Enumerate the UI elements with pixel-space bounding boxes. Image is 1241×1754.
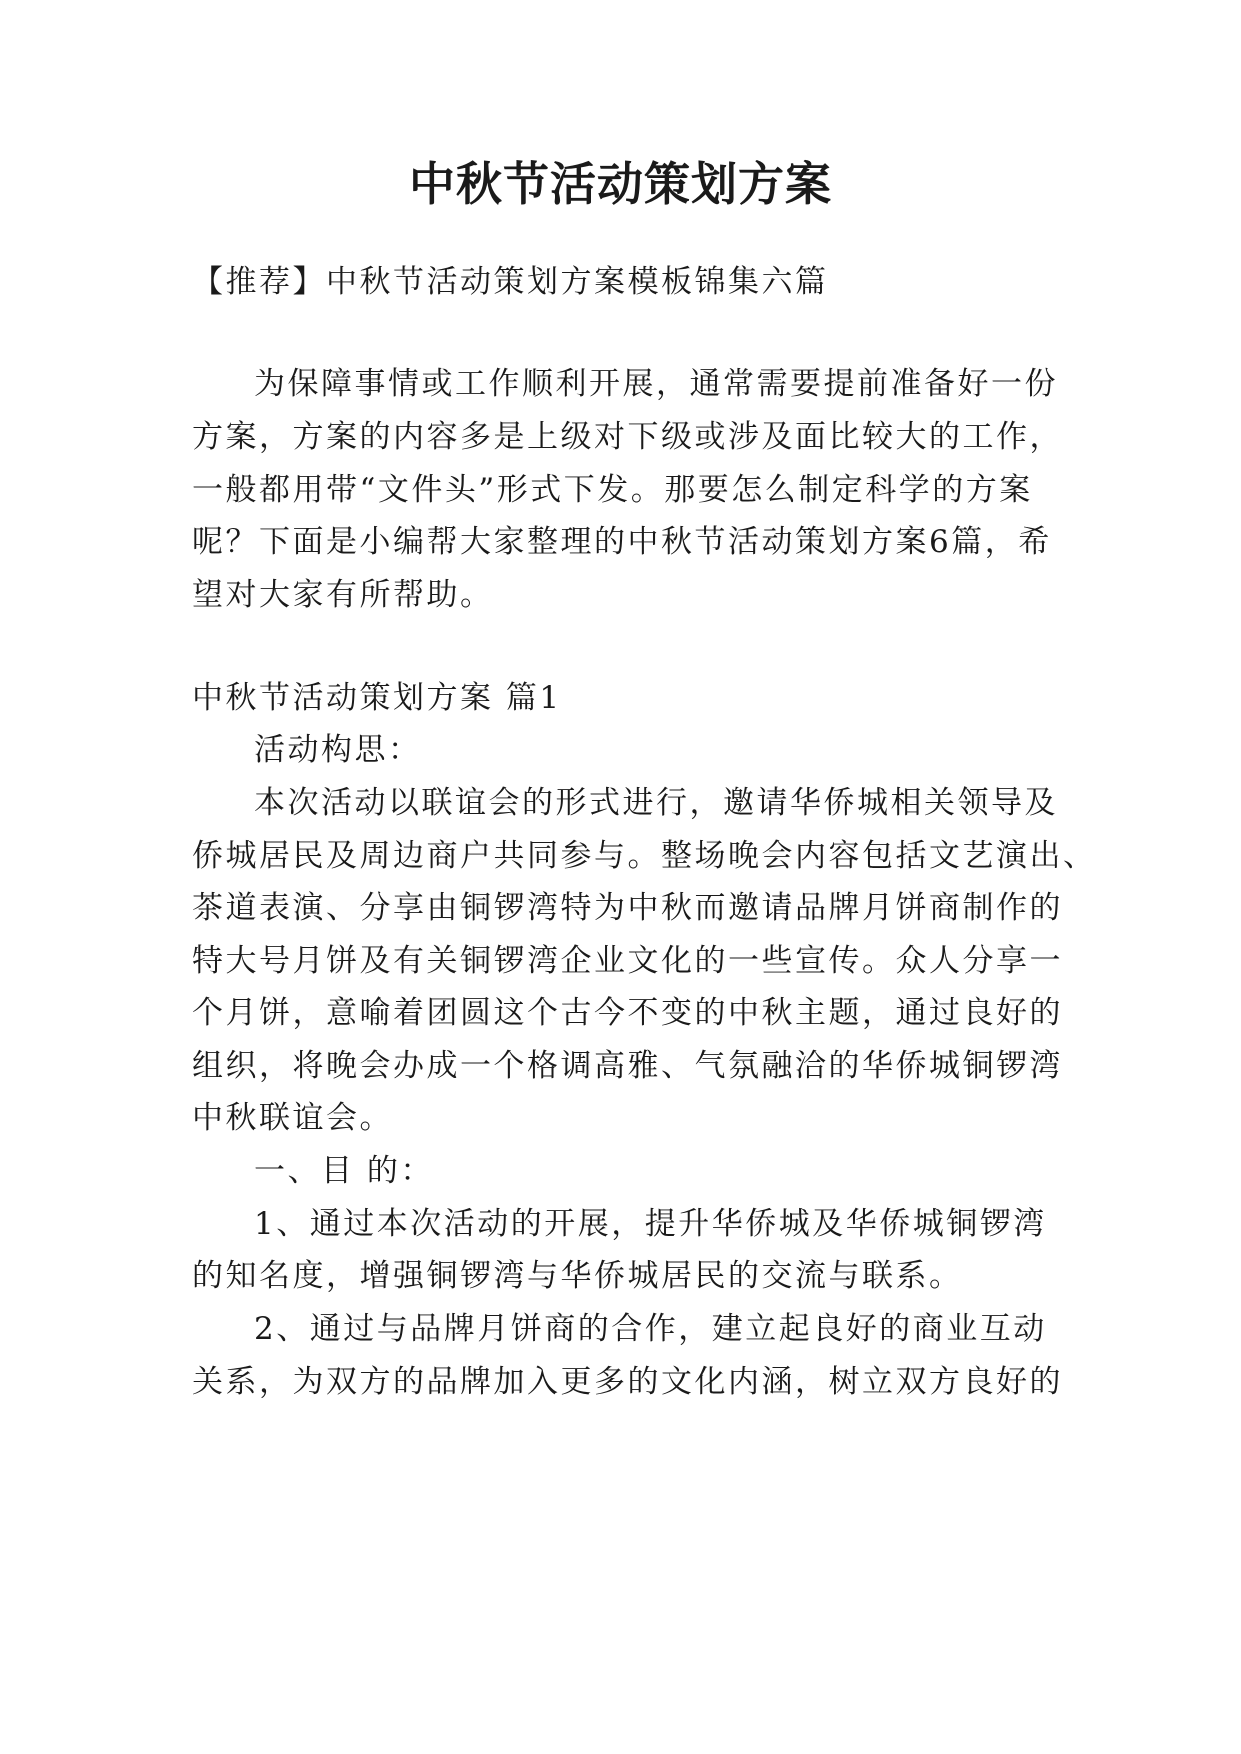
recommend-line: 【推荐】中秋节活动策划方案模板锦集六篇 [192,264,829,300]
point2-line: 关系，为双方的品牌加入更多的文化内涵，树立双方良好的 [192,1364,1063,1400]
concept-line: 中秋联谊会。 [192,1100,393,1136]
section-heading: 中秋节活动策划方案 篇1 [192,680,562,716]
intro-line: 望对大家有所帮助。 [192,577,494,613]
intro-line: 一般都用带“文件头”形式下发。那要怎么制定科学的方案 [192,472,1033,508]
concept-line: 侨城居民及周边商户共同参与。整场晚会内容包括文艺演出、 [192,838,1097,874]
concept-line: 本次活动以联谊会的形式进行，邀请华侨城相关领导及 [254,785,1058,821]
concept-line: 特大号月饼及有关铜锣湾企业文化的一些宣传。众人分享一 [192,943,1063,979]
intro-line: 为保障事情或工作顺利开展，通常需要提前准备好一份 [254,366,1058,402]
concept-label: 活动构思： [254,732,422,768]
point1-line: 的知名度，增强铜锣湾与华侨城居民的交流与联系。 [192,1258,963,1294]
concept-line: 组织，将晚会办成一个格调高雅、气氛融洽的华侨城铜锣湾 [192,1048,1063,1084]
point2-line: 2、通过与品牌月饼商的合作，建立起良好的商业互动 [254,1311,1047,1347]
document-title: 中秋节活动策划方案 [409,157,832,211]
intro-line: 方案，方案的内容多是上级对下级或涉及面比较大的工作， [192,419,1063,455]
purpose-label: 一、目 的： [254,1153,434,1189]
point1-line: 1、通过本次活动的开展，提升华侨城及华侨城铜锣湾 [254,1206,1047,1242]
intro-line: 呢？下面是小编帮大家整理的中秋节活动策划方案6篇，希 [192,524,1052,560]
concept-line: 个月饼，意喻着团圆这个古今不变的中秋主题，通过良好的 [192,995,1063,1031]
concept-line: 茶道表演、分享由铜锣湾特为中秋而邀请品牌月饼商制作的 [192,890,1063,926]
